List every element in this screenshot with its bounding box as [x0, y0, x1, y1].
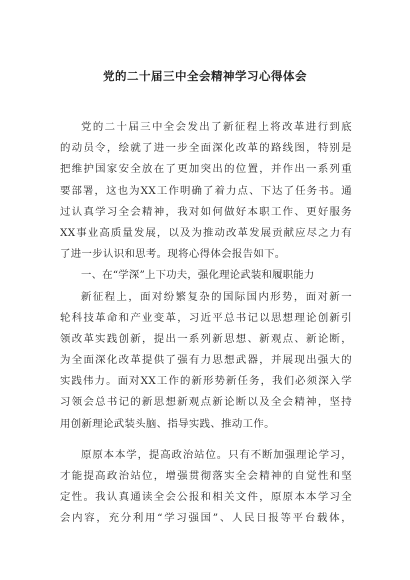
paragraph-line: 为全面深化改革提供了强有力思想武器，并展现出强大的 [60, 354, 352, 367]
document-body [60, 117, 352, 530]
paragraph-line: 实践伟力。面对XX工作的新形势新任务，我们必须深入学 [60, 375, 352, 388]
paragraph-line: 用创新理论武装头脑、指导实践、推动工作。 [60, 417, 275, 430]
paragraph-line: 领改革实践创新，提出一系列新思想、新观点、新论断， [60, 332, 352, 345]
paragraph-line: 党的二十届三中全会发出了新征程上将改革进行到底 [81, 121, 352, 133]
paragraph-line: 轮科技革命和产业变革，习近平总书记以思想理论创新引 [60, 311, 352, 324]
paragraph-line: 要部署，这也为XX工作明确了着力点、下达了任务书。通 [60, 184, 352, 197]
paragraph-line: 的动员令，绘就了进一步全面深化改革的路线图，特别是 [60, 142, 352, 155]
paragraph-line: 原原本本学，提高政治站位。只有不断加强理论学习， [81, 448, 352, 461]
paragraph-line: 过认真学习全会精神，我对如何做好本职工作、更好服务 [60, 205, 352, 218]
paragraph-line: 了进一步认识和思考。现将心得体会报告如下。 [60, 248, 286, 261]
section-heading: 一、在“学深”上下功夫，强化理论武装和履职能力 [81, 269, 315, 282]
paragraph-line: XX事业高质量发展，以及为推动改革发展贡献应尽之力有 [60, 226, 352, 239]
paragraph-gap [60, 435, 352, 445]
document-title: 党的二十届三中全会精神学习心得体会 [103, 69, 307, 83]
paragraph-line: 习领会总书记的新思想新观点新论断以及全会精神，坚持 [60, 396, 352, 409]
paragraph-line: 定性。我认真通读全会公报和相关文件，原原本本学习全 [60, 491, 352, 504]
paragraph-line: 把维护国家安全放在了更加突出的位置，并作出一系列重 [60, 163, 352, 176]
paragraph-line: 会内容，充分利用“学习强国”、人民日报等平台载体， [60, 512, 352, 525]
paragraph-line: 才能提高政治站位，增强贯彻落实全会精神的自觉性和坚 [60, 470, 352, 482]
paragraph-line: 新征程上，面对纷繁复杂的国际国内形势，面对新一 [81, 290, 352, 303]
